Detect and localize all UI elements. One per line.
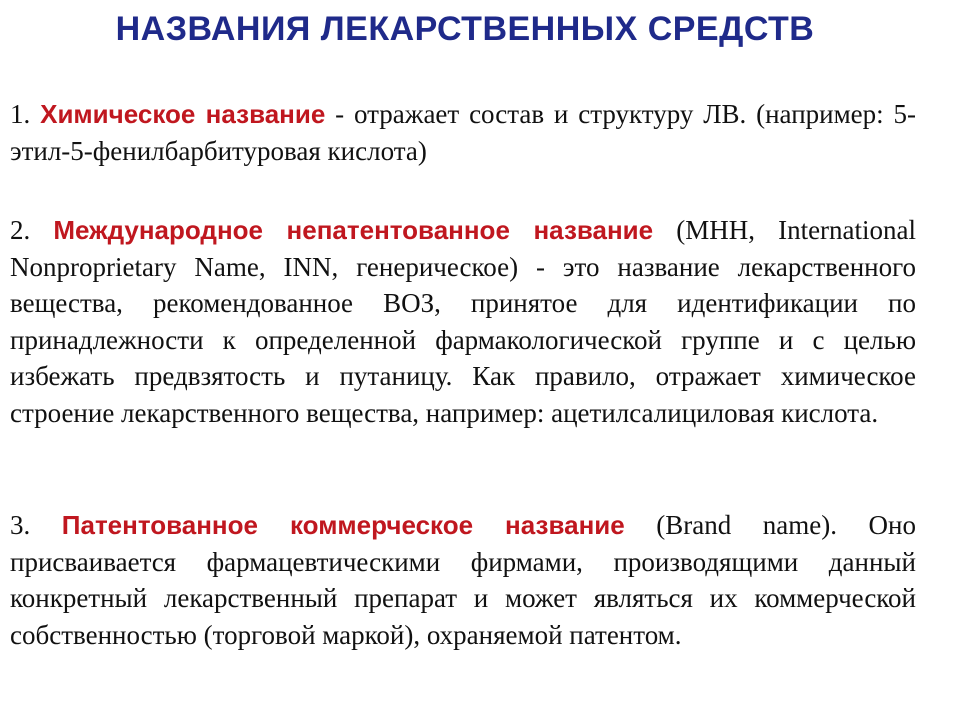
item-number: 2. [10,215,54,245]
item-text: (Brand name). Оно присваивается фармацевтическими фирмами, производящими данный конкретный лекарственный препарат и может являться их коммерческой собственностью (торговой маркой), охраняемой патентом. [10,510,916,650]
item-term: Международное непатентованное название [53,215,654,245]
item-number: 3. [10,510,62,540]
item-term: Патентованное коммерческое название [61,510,625,540]
list-item-inn [10,212,916,431]
item-term: Химическое название [40,99,326,129]
item-number: 1. [10,99,41,129]
page-title: НАЗВАНИЯ ЛЕКАРСТВЕННЫХ СРЕДСТВ [115,10,815,48]
list-item-chemical-name [10,96,916,169]
list-item-brand-name [10,507,916,653]
item-text: - отражает состав и структуру ЛВ. (например: 5-этил-5-фенилбарбитуровая кислота) [10,99,917,166]
item-text: (МНН, International Nonproprietary Name, INN, генерическое) - это название лекарственного вещества, рекомендованное ВОЗ, принятое для идентификации по принадлежности к определенной фармакологической группе и с целью избежать предвзятость и путаницу. Как правило, отражает химическое строение лекарственного вещества, например: ацетилсалициловая кислота. [10,215,917,428]
